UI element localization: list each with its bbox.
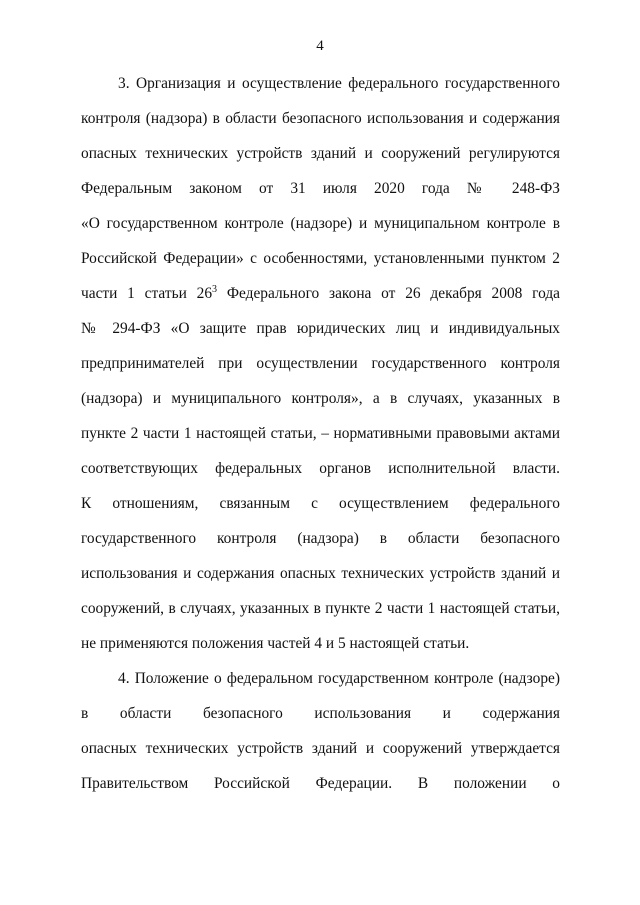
text-line: 3. Организация и осуществление федерального государственного xyxy=(118,75,560,92)
superscript: 3 xyxy=(212,284,218,295)
text-line: в области безопасного использования и содержания xyxy=(81,705,560,722)
text-line: опасных технических устройств зданий и сооружений утверждается xyxy=(81,740,560,757)
text-line: использования и содержания опасных технических устройств зданий и xyxy=(81,565,560,582)
page-number: 4 xyxy=(316,38,324,54)
text-line: контроля (надзора) в области безопасного использования и содержания xyxy=(81,110,560,127)
text-line: «О государственном контроле (надзоре) и муниципальном контроле в xyxy=(81,215,560,232)
text-fragment: части 1 статьи 26 xyxy=(81,285,213,302)
text-line: 4. Положение о федеральном государственном контроле (надзоре) xyxy=(118,670,560,687)
text-line: К отношениям, связанным с осуществлением федерального xyxy=(81,495,560,512)
text-line: не применяются положения частей 4 и 5 настоящей статьи. xyxy=(81,635,470,652)
text-line: опасных технических устройств зданий и сооружений регулируются xyxy=(81,145,560,162)
text-fragment: Федерального закона от 26 декабря 2008 года xyxy=(217,285,560,302)
text-line: Российской Федерации» с особенностями, установленными пунктом 2 xyxy=(81,250,560,267)
text-line: Федеральным законом от 31 июля 2020 года № 248-ФЗ xyxy=(81,180,560,197)
text-line: государственного контроля (надзора) в области безопасного xyxy=(81,530,560,547)
text-line: (надзора) и муниципального контроля», а в случаях, указанных в xyxy=(81,390,560,407)
text-line: Правительством Российской Федерации. В положении о xyxy=(81,775,560,792)
text-line: соответствующих федеральных органов исполнительной власти. xyxy=(81,460,560,477)
text-line: предпринимателей при осуществлении государственного контроля xyxy=(81,355,560,372)
text-line: пункте 2 части 1 настоящей статьи, – нормативными правовыми актами xyxy=(81,425,560,442)
text-line xyxy=(81,284,560,304)
text-line: сооружений, в случаях, указанных в пункте 2 части 1 настоящей статьи, xyxy=(81,600,560,617)
text-line: № 294-ФЗ «О защите прав юридических лиц и индивидуальных xyxy=(81,320,560,337)
